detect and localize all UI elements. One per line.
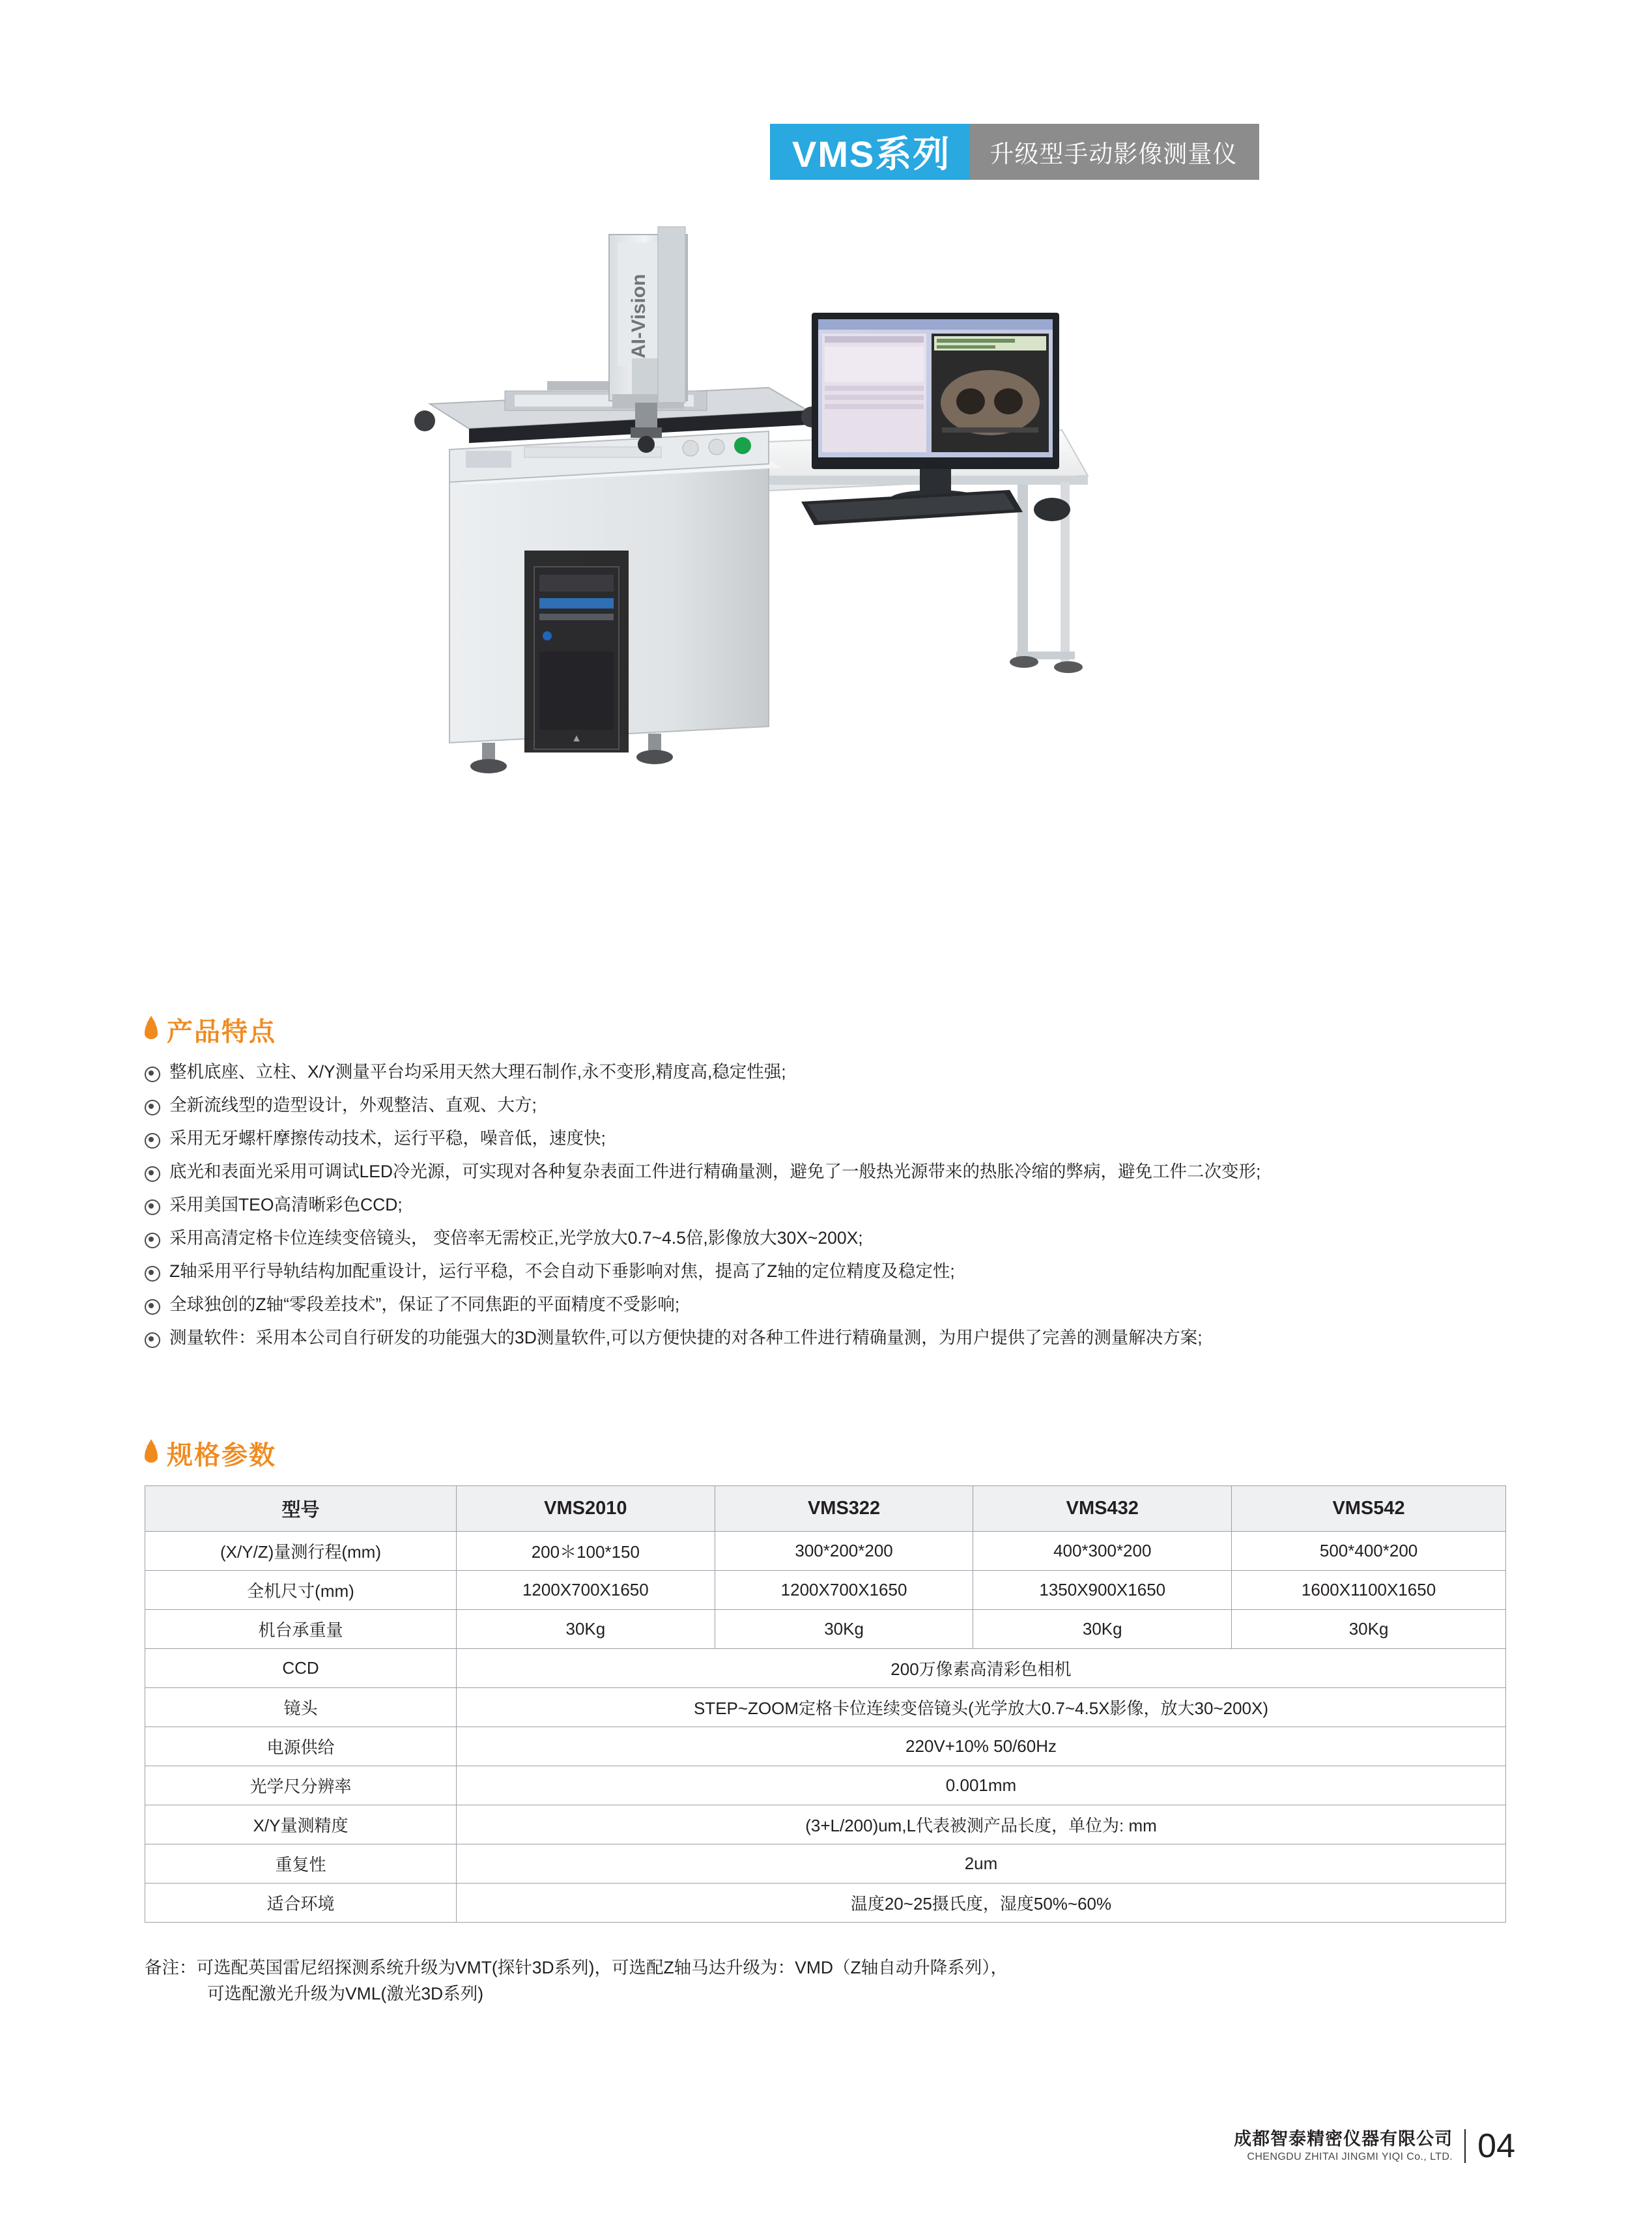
row-cell: 1200X700X1650: [715, 1571, 973, 1610]
table-row: [145, 1844, 1506, 1884]
features-section-heading: [145, 1011, 276, 1048]
page-number: 04: [1477, 2127, 1515, 2165]
machine-brand-text: AI-Vision: [628, 274, 649, 358]
table-header-row: [145, 1486, 1506, 1532]
spec-table-wrapper: [145, 1485, 1506, 1923]
feature-text: 采用高清定格卡位连续变倍镜头， 变倍率无需校正,光学放大0.7~4.5倍,影像放大30X~200X;: [169, 1228, 863, 1248]
row-cell: 0.001mm: [457, 1766, 1506, 1805]
row-cell: 300*200*200: [715, 1532, 973, 1571]
row-label: 光学尺分辨率: [145, 1766, 457, 1805]
list-item: [145, 1061, 1552, 1083]
product-photo: [352, 195, 1277, 977]
column-header: 型号: [145, 1486, 457, 1532]
row-label: 电源供给: [145, 1727, 457, 1766]
table-row: [145, 1805, 1506, 1844]
column-header: VMS542: [1232, 1486, 1506, 1532]
feature-text: 整机底座、立柱、X/Y测量平台均采用天然大理石制作,永不变形,精度高,稳定性强;: [169, 1062, 786, 1082]
row-cell: STEP~ZOOM定格卡位连续变倍镜头(光学放大0.7~4.5X影像，放大30~200X): [457, 1688, 1506, 1727]
row-cell: 220V+10% 50/60Hz: [457, 1727, 1506, 1766]
row-cell: 30Kg: [973, 1610, 1232, 1649]
feature-text: 采用美国TEO高清晰彩色CCD;: [169, 1195, 403, 1214]
company-name-cn: 成都智泰精密仪器有限公司: [1234, 2129, 1453, 2149]
company-name-en: CHENGDU ZHITAI JINGMI YIQI Co., LTD.: [1247, 2151, 1453, 2162]
list-item: [145, 1260, 1552, 1282]
note-line-2: 可选配激光升级为VML(激光3D系列): [207, 1984, 484, 2003]
feature-text: 底光和表面光采用可调试LED冷光源，可实现对各种复杂表面工件进行精确量测，避免了一般热光源带来的热胀冷缩的弊病，避免工件二次变形;: [169, 1162, 1261, 1181]
table-row: [145, 1766, 1506, 1805]
feature-text: 全新流线型的造型设计，外观整洁、直观、大方;: [169, 1095, 537, 1115]
footer-divider: [1464, 2129, 1466, 2163]
row-cell: 30Kg: [1232, 1610, 1506, 1649]
table-row: [145, 1571, 1506, 1610]
list-item: [145, 1160, 1552, 1182]
table-row: [145, 1884, 1506, 1923]
table-row: [145, 1688, 1506, 1727]
ring-bullet-icon: [145, 1100, 160, 1115]
list-item: [145, 1227, 1552, 1249]
note-line-1: 备注：可选配英国雷尼绍探测系统升级为VMT(探针3D系列)，可选配Z轴马达升级为：VMD（Z轴自动升降系列），: [145, 1958, 1008, 1977]
row-cell: 30Kg: [715, 1610, 973, 1649]
row-cell: 1600X1100X1650: [1232, 1571, 1506, 1610]
features-title: 产品特点: [167, 1018, 276, 1046]
row-cell: 500*400*200: [1232, 1532, 1506, 1571]
ring-bullet-icon: [145, 1233, 160, 1248]
list-item: [145, 1326, 1552, 1349]
feature-text: 全球独创的Z轴“零段差技术”，保证了不同焦距的平面精度不受影响;: [169, 1295, 680, 1314]
row-label: 机台承重量: [145, 1610, 457, 1649]
spec-note: [145, 1955, 1513, 2007]
svg-text:▲: ▲: [571, 733, 582, 744]
table-row: [145, 1532, 1506, 1571]
row-cell: 2um: [457, 1844, 1506, 1884]
water-drop-icon: [145, 1021, 158, 1039]
list-item: [145, 1094, 1552, 1116]
list-item: [145, 1293, 1552, 1315]
row-cell: 200＊100*150: [457, 1532, 715, 1571]
table-row: [145, 1610, 1506, 1649]
feature-text: Z轴采用平行导轨结构加配重设计，运行平稳，不会自动下垂影响对焦，提高了Z轴的定位精度及稳定性;: [169, 1261, 955, 1281]
series-title: VMS系列: [770, 124, 970, 180]
row-label: 全机尺寸(mm): [145, 1571, 457, 1610]
table-row: [145, 1649, 1506, 1688]
row-cell: 1200X700X1650: [457, 1571, 715, 1610]
series-subtitle: 升级型手动影像测量仪: [970, 124, 1259, 180]
table-row: [145, 1727, 1506, 1766]
row-label: X/Y量测精度: [145, 1805, 457, 1844]
row-label: 重复性: [145, 1844, 457, 1884]
row-cell: 200万像素高清彩色相机: [457, 1649, 1506, 1688]
water-drop-icon: [145, 1444, 158, 1463]
ring-bullet-icon: [145, 1299, 160, 1315]
feature-text: 采用无牙螺杆摩擦传动技术，运行平稳，噪音低，速度快;: [169, 1128, 606, 1148]
ring-bullet-icon: [145, 1332, 160, 1348]
machine-cabinet: [449, 459, 782, 773]
spec-section-heading: [145, 1435, 276, 1472]
column-header: VMS432: [973, 1486, 1232, 1532]
column-header: VMS2010: [457, 1486, 715, 1532]
company-block: [1234, 2128, 1453, 2164]
column-header: VMS322: [715, 1486, 973, 1532]
list-item: [145, 1194, 1552, 1216]
list-item: [145, 1127, 1552, 1149]
row-cell: 30Kg: [457, 1610, 715, 1649]
row-label: 适合环境: [145, 1884, 457, 1923]
spec-title: 规格参数: [167, 1441, 276, 1470]
spec-table: [145, 1485, 1506, 1923]
features-list: [145, 1061, 1552, 1360]
row-cell: 1350X900X1650: [973, 1571, 1232, 1610]
row-label: 镜头: [145, 1688, 457, 1727]
ring-bullet-icon: [145, 1266, 160, 1282]
row-label: CCD: [145, 1649, 457, 1688]
feature-text: 测量软件：采用本公司自行研发的功能强大的3D测量软件,可以方便快捷的对各种工件进行精确量测，为用户提供了完善的测量解决方案;: [169, 1328, 1203, 1347]
row-cell: (3+L/200)um,L代表被测产品长度，单位为: mm: [457, 1805, 1506, 1844]
page-footer: [1234, 2127, 1515, 2166]
ring-bullet-icon: [145, 1199, 160, 1215]
page-header-banner: [770, 124, 1259, 180]
row-label: (X/Y/Z)量测行程(mm): [145, 1532, 457, 1571]
row-cell: 温度20~25摄氏度，湿度50%~60%: [457, 1884, 1506, 1923]
ring-bullet-icon: [145, 1166, 160, 1182]
ring-bullet-icon: [145, 1067, 160, 1082]
ring-bullet-icon: [145, 1133, 160, 1149]
row-cell: 400*300*200: [973, 1532, 1232, 1571]
